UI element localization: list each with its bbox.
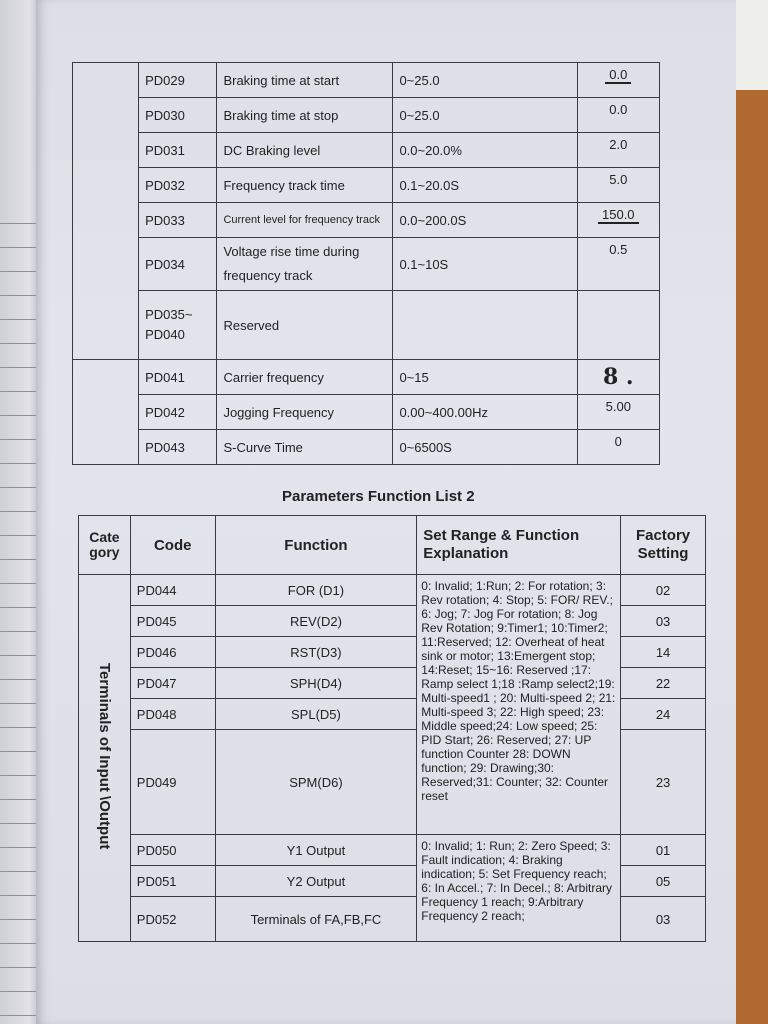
code-cell: PD033 [139, 203, 217, 238]
factory-cell: 01 [621, 835, 706, 866]
table-row [73, 430, 660, 465]
factory-value: 150.0 [598, 207, 639, 224]
factory-cell: 03 [621, 606, 706, 637]
category-cell [79, 575, 131, 942]
factory-cell: 0.0 [577, 98, 659, 133]
table-row [73, 238, 660, 291]
table-row [73, 395, 660, 430]
factory-cell: 24 [621, 699, 706, 730]
category-header: Cate gory [79, 516, 131, 575]
range-cell [393, 291, 577, 360]
code-cell: PD046 [130, 637, 215, 668]
function-cell: SPH(D4) [215, 668, 417, 699]
function-cell: Braking time at start [217, 63, 393, 98]
function-cell: Voltage rise time during frequency track [217, 238, 393, 291]
factory-cell: 0.5 [577, 238, 659, 291]
factory-cell [577, 360, 659, 395]
function-cell: SPL(D5) [215, 699, 417, 730]
range-cell: 0.0~20.0% [393, 133, 577, 168]
table-row [79, 835, 706, 866]
code-cell: PD042 [139, 395, 217, 430]
code-cell: PD034 [139, 238, 217, 291]
range-header: Set Range & Function Explanation [417, 516, 621, 575]
factory-header: Factory Setting [621, 516, 706, 575]
function-cell: Frequency track time [217, 168, 393, 203]
factory-cell: 03 [621, 897, 706, 942]
function-cell: REV(D2) [215, 606, 417, 637]
function-cell: Y1 Output [215, 835, 417, 866]
table-row [73, 203, 660, 238]
function-cell: Reserved [217, 291, 393, 360]
factory-cell [577, 63, 659, 98]
header-row [79, 516, 706, 575]
output-explanation-cell: 0: Invalid; 1: Run; 2: Zero Speed; 3: Fault indication; 4: Braking indication; 5: Set Frequency reach; 6: In Accel.; 7: In Decel.; 8: Arbitrary Frequency 1 reach; 9:Arbitrary Frequency 2 reach; [417, 835, 621, 942]
code-cell: PD030 [139, 98, 217, 133]
function-cell: Y2 Output [215, 866, 417, 897]
code-cell: PD051 [130, 866, 215, 897]
range-cell: 0.0~200.0S [393, 203, 577, 238]
function-cell: Carrier frequency [217, 360, 393, 395]
code-cell: PD044 [130, 575, 215, 606]
table-row [73, 360, 660, 395]
function-cell: FOR (D1) [215, 575, 417, 606]
parameter-table-1 [72, 62, 660, 465]
code-cell: PD047 [130, 668, 215, 699]
code-cell: PD029 [139, 63, 217, 98]
factory-cell: 5.00 [577, 395, 659, 430]
code-cell: PD045 [130, 606, 215, 637]
factory-cell: 23 [621, 730, 706, 835]
function-cell: Braking time at stop [217, 98, 393, 133]
category-cell [73, 63, 139, 360]
function-cell: S-Curve Time [217, 430, 393, 465]
input-explanation-cell: 0: Invalid; 1:Run; 2: For rotation; 3: Rev rotation; 4: Stop; 5: FOR/ REV.; 6: Jog; 7: Jog For rotation; 8: Jog Rev Rotation; 9:Timer1; 10:Timer2; 11:Reserved; 12: Overheat of heat sink or motor; 13:Emergent stop; 14:Reset; 15~16: Reserved ;17: Ramp select 1;18 :Ramp select2;19: Multi-speed1 ; 20: Multi-speed 2; 21: Multi-speed 3; 22: High speed; 23: Middle speed;24: Low speed; 25: PID Start; 26: Reserved; 27: UP function Counter 28: DOWN function; 29: Drawing;30: Reserved;31: Counter; 32: Counter reset [417, 575, 621, 835]
function-cell: Terminals of FA,FB,FC [215, 897, 417, 942]
table-2-title: Parameters Function List 2 [282, 488, 475, 505]
factory-cell: 02 [621, 575, 706, 606]
function-cell: Current level for frequency track [217, 203, 393, 238]
factory-cell: 5.0 [577, 168, 659, 203]
parameter-table-2 [78, 515, 706, 942]
code-cell: PD049 [130, 730, 215, 835]
range-cell: 0.00~400.00Hz [393, 395, 577, 430]
factory-cell: 0 [577, 430, 659, 465]
range-cell: 0~15 [393, 360, 577, 395]
category-cell [73, 360, 139, 465]
code-cell: PD031 [139, 133, 217, 168]
table-row [79, 575, 706, 606]
factory-cell [577, 291, 659, 360]
table-row [73, 168, 660, 203]
table-row [73, 291, 660, 360]
code-cell: PD035~ PD040 [139, 291, 217, 360]
factory-cell: 14 [621, 637, 706, 668]
function-cell: Jogging Frequency [217, 395, 393, 430]
code-cell: PD032 [139, 168, 217, 203]
code-cell: PD048 [130, 699, 215, 730]
manual-page [36, 0, 736, 1024]
factory-cell: 2.0 [577, 133, 659, 168]
factory-cell [577, 203, 659, 238]
range-cell: 0.1~20.0S [393, 168, 577, 203]
function-cell: RST(D3) [215, 637, 417, 668]
code-cell: PD052 [130, 897, 215, 942]
range-cell: 0.1~10S [393, 238, 577, 291]
factory-cell: 22 [621, 668, 706, 699]
range-cell: 0~25.0 [393, 98, 577, 133]
code-cell: PD041 [139, 360, 217, 395]
range-cell: 0~6500S [393, 430, 577, 465]
handwritten-value: 8 . [602, 364, 634, 390]
left-page-lines [0, 200, 40, 1000]
function-cell: SPM(D6) [215, 730, 417, 835]
range-cell: 0~25.0 [393, 63, 577, 98]
table-row [73, 63, 660, 98]
code-cell: PD043 [139, 430, 217, 465]
code-header: Code [130, 516, 215, 575]
category-label: Terminals of Input \Output [95, 663, 113, 850]
function-cell: DC Braking level [217, 133, 393, 168]
factory-value: 0.0 [605, 67, 631, 84]
code-cell: PD050 [130, 835, 215, 866]
table-row [73, 98, 660, 133]
factory-cell: 05 [621, 866, 706, 897]
table-row [73, 133, 660, 168]
function-header: Function [215, 516, 417, 575]
